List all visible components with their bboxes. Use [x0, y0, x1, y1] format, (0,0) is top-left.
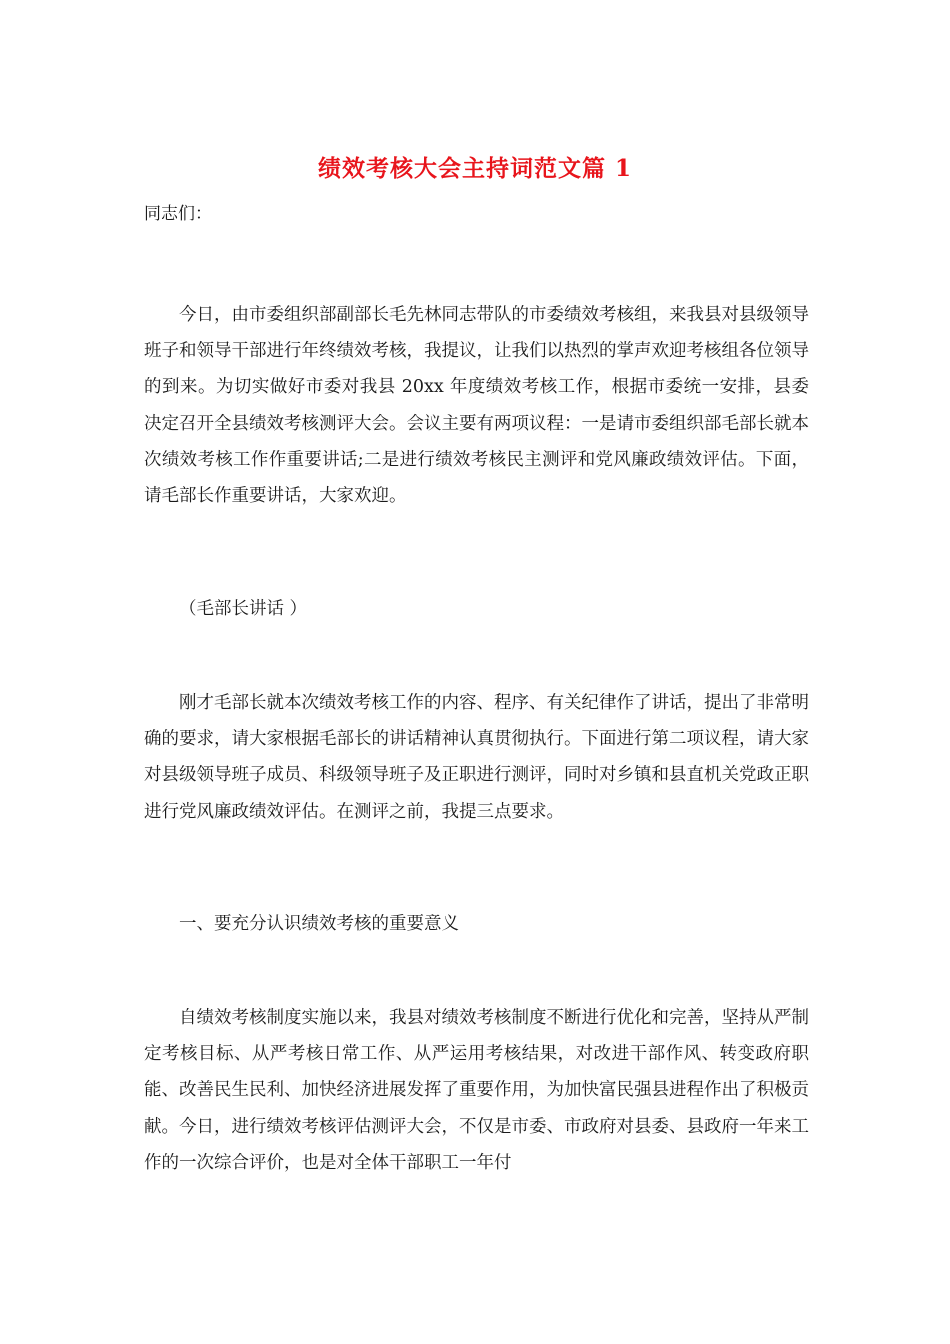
- section-heading-1: 一、要充分认识绩效考核的重要意义: [179, 914, 459, 934]
- paragraph-speech-note: （毛部长讲话 ）: [179, 599, 308, 619]
- salutation: 同志们：: [144, 204, 212, 224]
- paragraph-significance: 自绩效考核制度实施以来，我县对绩效考核制度不断进行优化和完善，坚持从严制定考核目标、从严考核日常工作、从严运用考核结果，对改进干部作风、转变政府职能、改善民生民利、加快经济进展发挥了重要作用，为加快富民强县进程作出了积极贡献。今日，进行绩效考核评估测评大会，不仅是市委、市政府对县委、县政府一年来工作的一次综合评价，也是对全体干部职工一年付: [144, 1008, 809, 1173]
- paragraph-second-agenda: 刚才毛部长就本次绩效考核工作的内容、程序、有关纪律作了讲话，提出了非常明确的要求，请大家根据毛部长的讲话精神认真贯彻执行。下面进行第二项议程，请大家对县级领导班子成员、科级领导班子及正职进行测评，同时对乡镇和县直机关党政正职进行党风廉政绩效评估。在测评之前，我提三点要求。: [144, 693, 809, 822]
- document-title: 绩效考核大会主持词范文篇 1: [317, 155, 632, 182]
- paragraph-opening: 今日，由市委组织部副部长毛先林同志带队的市委绩效考核组，来我县对县级领导班子和领导干部进行年终绩效考核，我提议，让我们以热烈的掌声欢迎考核组各位领导的到来。为切实做好市委对我县 20xx 年度绩效考核工作，根据市委统一安排，县委决定召开全县绩效考核测评大会。会议主要有两项议程：一是请市委组织部毛部长就本次绩效考核工作作重要讲话;二是进行绩效考核民主测评和党风廉政绩效评估。下面，请毛部长作重要讲话，大家欢迎。: [144, 305, 809, 507]
